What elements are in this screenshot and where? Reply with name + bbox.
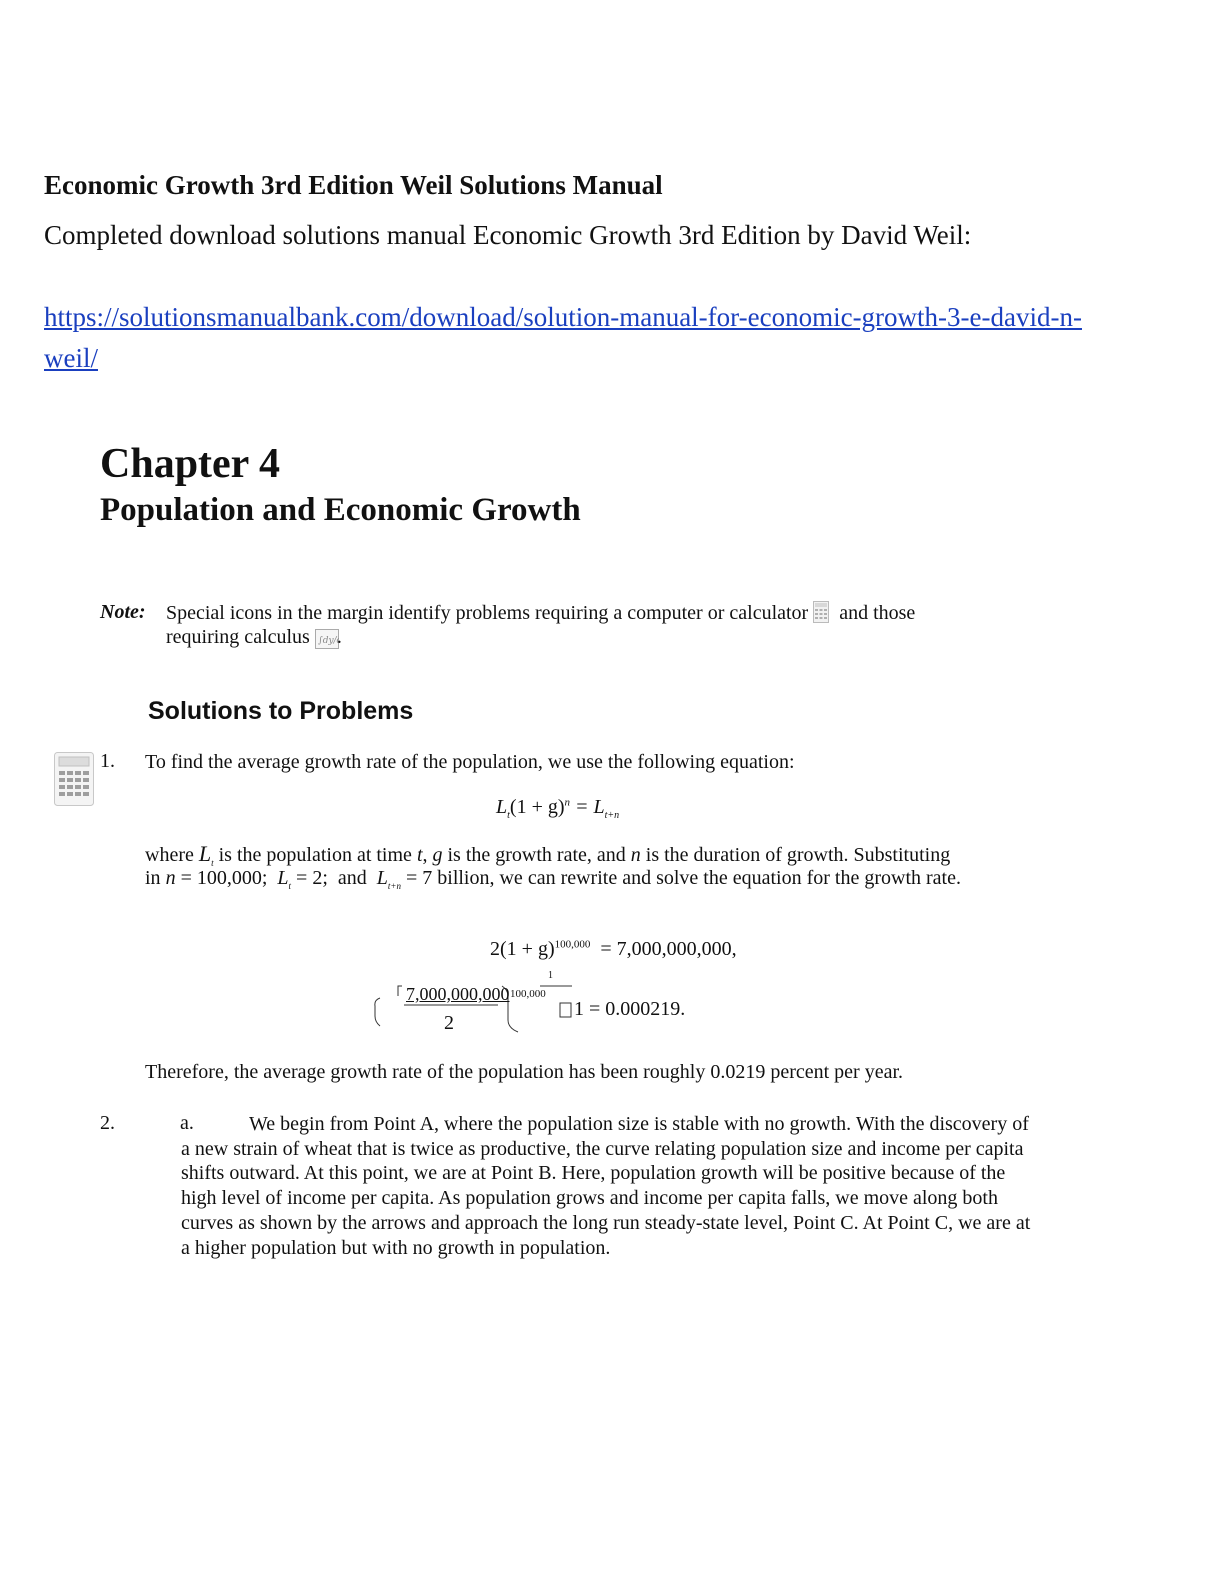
line2-L2sub: t+n — [387, 881, 401, 891]
note-text-a: Special icons in the margin identify problems requiring a computer or calculator — [166, 602, 809, 624]
line2-rest: billion, we can rewrite and solve the equation for the growth rate. — [437, 867, 961, 889]
equation-1: $L_t(1 + g)^n = L_{t+n}$ — [496, 796, 620, 821]
where-n: n — [630, 844, 641, 866]
calculus-icon — [315, 629, 337, 647]
svg-text:∫dy/dx: ∫dy/ — [317, 636, 337, 647]
note-text-b: and those — [839, 602, 916, 624]
eq3-exp-denominator: 100,000 — [510, 988, 546, 1000]
line2-val: = 2; — [291, 867, 328, 889]
eq3-numerator: 7,000,000,000 — [406, 984, 510, 1004]
problem-2-part: a. — [180, 1112, 194, 1134]
equation-3 — [368, 968, 728, 1040]
chapter-number: Chapter 4 — [100, 441, 281, 487]
line2-and: and — [337, 867, 367, 889]
eq1-rhs: = L — [570, 796, 605, 818]
eq2-lhs: 2(1 + g) — [490, 938, 555, 960]
line2-Lsub: t — [288, 881, 292, 891]
note-text — [166, 601, 1026, 649]
where-3: is the growth rate, and — [447, 844, 626, 866]
note-text-d: . — [336, 626, 342, 648]
where-t: t — [416, 844, 423, 866]
where-2: is the population at time — [218, 844, 412, 866]
eq1-exp: n — [564, 796, 571, 809]
line2-in: in — [145, 867, 161, 889]
where-line-1: where $L_t$ is the population at time t, g is the growth rate, and n is the duration of growth. Substituting — [145, 841, 951, 868]
line2-val2: = 7 — [405, 867, 433, 889]
note-label: Note: — [100, 601, 146, 623]
eq1-lhs: L — [496, 796, 508, 818]
eq3-rhs: 1 = 0.000219. — [574, 998, 686, 1020]
line2-L: L — [277, 867, 289, 889]
where-line-2 — [145, 866, 1045, 898]
line2-L2: L — [376, 867, 388, 889]
eq3-denominator: 2 — [444, 1012, 454, 1034]
problem-2-number: 2. — [100, 1112, 115, 1134]
calculator-icon — [54, 752, 94, 806]
eq2-exp: 100,000 — [554, 938, 591, 951]
chapter-title: Population and Economic Growth — [100, 492, 581, 528]
equation-2 — [490, 938, 737, 961]
line2-n: n — [165, 867, 176, 889]
eq1-mid: (1 + g) — [509, 796, 565, 818]
eq2-rhs: = 7,000,000,000, — [600, 938, 737, 960]
where-g: g — [432, 844, 443, 866]
line2-value: = 100,000; — [180, 867, 268, 889]
download-link[interactable]: https://solutionsmanualbank.com/download/solution-manual-for-economic-growth-3-e-david-n-weil/ — [44, 302, 1082, 373]
note-text-c: requiring calculus — [166, 626, 310, 648]
problem-1-intro: To find the average growth rate of the population, we use the following equation: — [145, 751, 795, 773]
problem-1-number: 1. — [100, 750, 115, 772]
calculator-icon — [813, 601, 829, 623]
eq3-exp-numerator: 1 — [548, 970, 553, 981]
where-1: where — [145, 844, 194, 866]
where-4: is the duration of growth. Substituting — [645, 844, 951, 866]
problem-2-text: We begin from Point A, where the population size is stable with no growth. With the discovery of a new strain of wheat that is twice as productive, the curve relating population size and income per capita shifts outward. At this point, we are at Point B. Here, population growth will be positive because of the high level of income per capita. As population grows and income per capita falls, we move along both curves as shown by the arrows and approach the long run steady-state level, Point C. At Point C, we are at a higher population but with no growth in population. — [181, 1113, 1031, 1259]
section-title: Solutions to Problems — [148, 697, 414, 725]
document-title: Economic Growth 3rd Edition Weil Solutions Manual — [44, 170, 663, 200]
problem-1-conclusion: Therefore, the average growth rate of the population has been roughly 0.0219 percent per year. — [145, 1061, 904, 1083]
intro-text: Completed download solutions manual Economic Growth 3rd Edition by David Weil: — [44, 220, 972, 250]
eq1-sub: t+n — [604, 810, 620, 821]
